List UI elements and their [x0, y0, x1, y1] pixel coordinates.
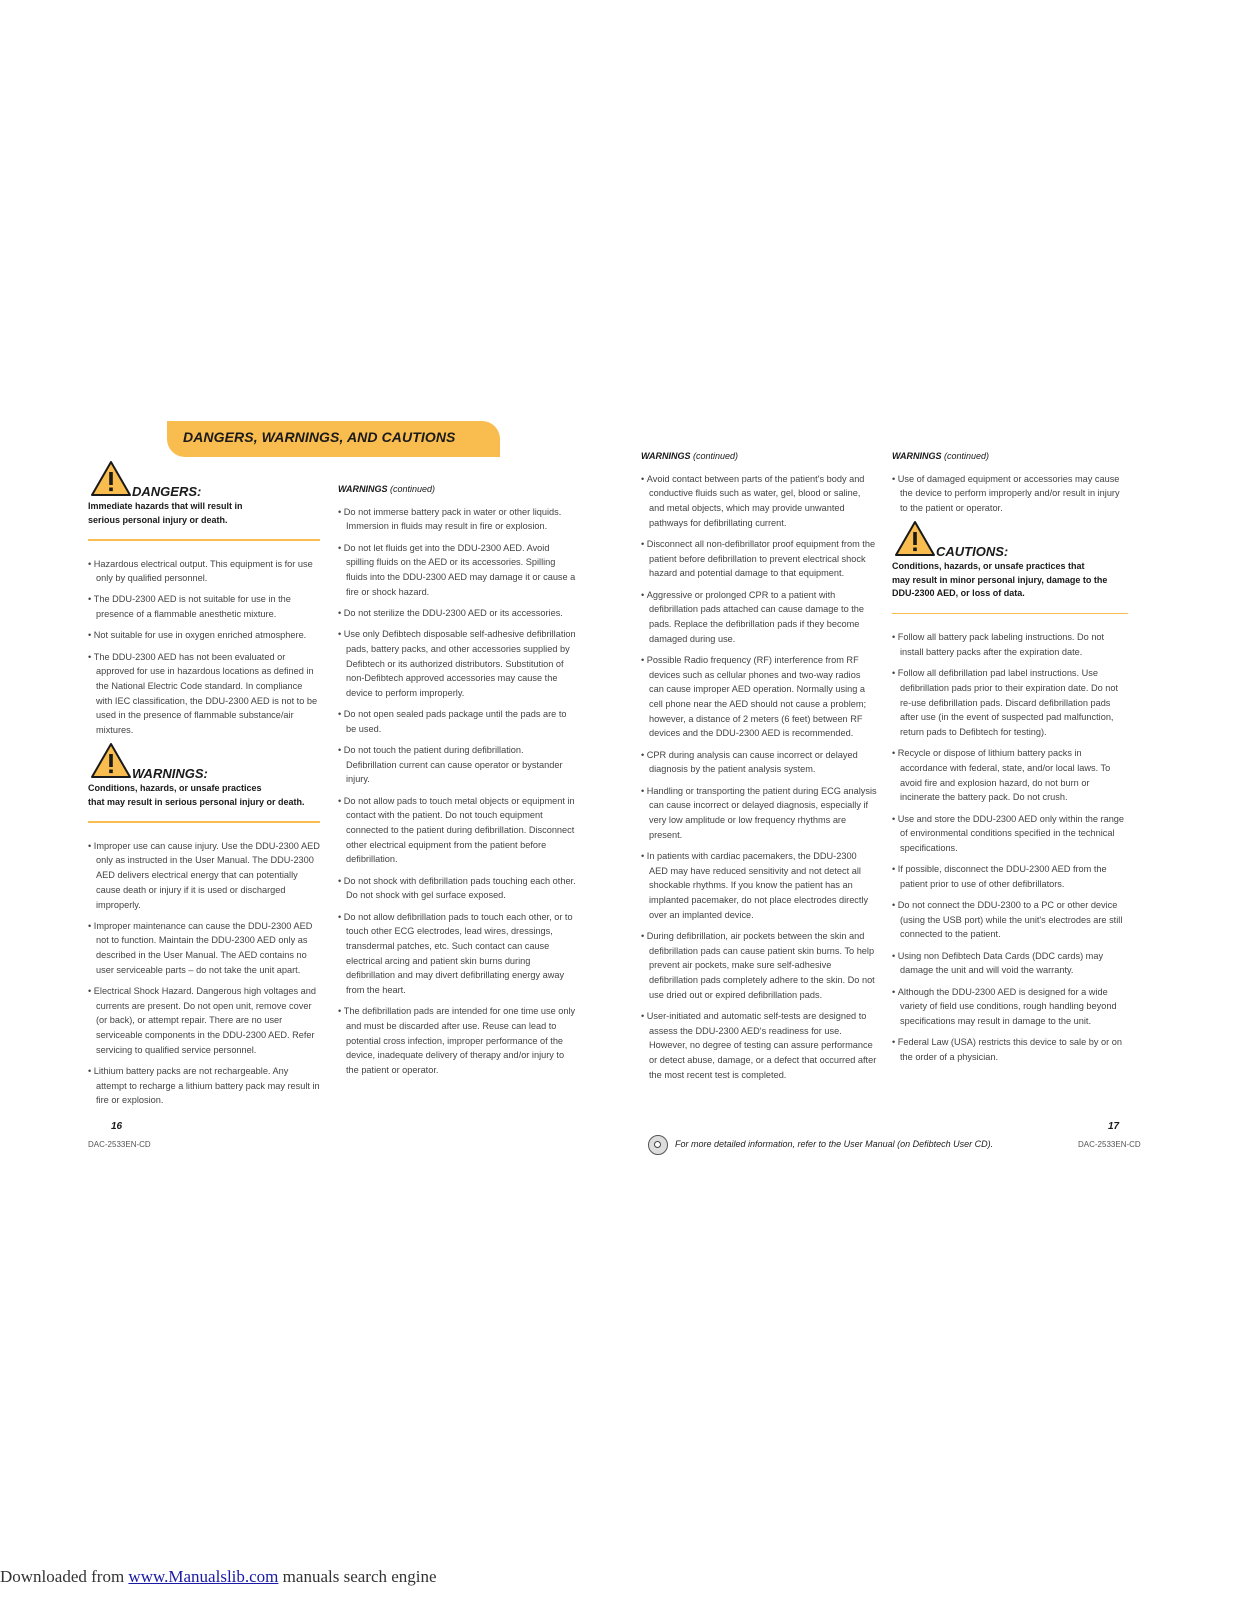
- list-item: • Using non Defibtech Data Cards (DDC cards) may damage the unit and will void the warranty.: [892, 949, 1128, 978]
- warnings-section: [88, 744, 320, 823]
- column-2: [338, 482, 576, 1084]
- warnings-continued-list: [641, 472, 877, 1083]
- manualslib-link[interactable]: www.Manualslib.com: [128, 1567, 279, 1586]
- doc-code-left: DAC-2533EN-CD: [88, 1140, 151, 1149]
- list-item: • Electrical Shock Hazard. Dangerous high voltages and currents are present. Do not open unit, remove cover (or back), or attempt repair. There are no user serviceable components in the DDU-2300 AED. Refer servicing to qualified service personnel.: [88, 984, 320, 1058]
- column-4: [892, 449, 1128, 1071]
- doc-code-right: DAC-2533EN-CD: [1078, 1140, 1141, 1149]
- list-item: • The DDU-2300 AED is not suitable for use in the presence of a flammable anesthetic mixture.: [88, 592, 320, 621]
- column-1: [88, 462, 320, 1115]
- warnings-continued-list: [338, 505, 576, 1078]
- list-item: • Recycle or dispose of lithium battery packs in accordance with federal, state, and/or local laws. To avoid fire and explosion hazard, do not burn or incinerate the battery pack. Do not crush.: [892, 746, 1128, 805]
- cautions-description: Conditions, hazards, or unsafe practices that may result in minor personal injury, damage to the DDU-2300 AED, or loss of data.: [892, 561, 1108, 599]
- list-item: • Not suitable for use in oxygen enriched atmosphere.: [88, 628, 320, 643]
- list-item: • Use of damaged equipment or accessories may cause the device to perform improperly and/or result in injury to the patient or operator.: [892, 472, 1128, 516]
- warning-triangle-icon: [90, 460, 132, 498]
- list-item: • Do not let fluids get into the DDU-2300 AED. Avoid spilling fluids on the AED or its accessories. Spilling fluids into the DDU-2300 AED may damage it or cause a fire or shock hazard.: [338, 541, 576, 600]
- dangers-title: DANGERS:: [132, 484, 202, 499]
- list-item: • Do not allow defibrillation pads to touch each other, or to touch other ECG electrodes, lead wires, dressings, transdermal patches, etc. Such contact can cause electrical arcing and patient skin burns during defibrillation and may divert defibrillating energy away from the heart.: [338, 910, 576, 998]
- list-item: • Possible Radio frequency (RF) interference from RF devices such as cellular phones and two-way radios can cause improper AED operation. Normally using a cell phone near the AED should not cause a problem; however, a distance of 2 meters (6 feet) between RF devices and the DDU-2300 AED is recommended.: [641, 653, 877, 741]
- section-divider: [88, 821, 320, 823]
- cautions-title: CAUTIONS:: [936, 544, 1009, 560]
- warnings-description: Conditions, hazards, or unsafe practices that may result in serious personal injury or death.: [88, 783, 305, 807]
- warnings-continued-heading: WARNINGS (continued): [338, 484, 436, 494]
- footnote: For more detailed information, refer to the User Manual (on Defibtech User CD).: [675, 1139, 994, 1149]
- list-item: • Federal Law (USA) restricts this device to sale by or on the order of a physician.: [892, 1035, 1128, 1064]
- list-item: • Follow all battery pack labeling instructions. Do not install battery packs after the expiration date.: [892, 630, 1128, 659]
- list-item: • Do not sterilize the DDU-2300 AED or its accessories.: [338, 606, 576, 621]
- list-item: • In patients with cardiac pacemakers, the DDU-2300 AED may have reduced sensitivity and not detect all shockable rhythms. If you know the patient has an implanted pacemaker, do not place electrodes directly over an implanted device.: [641, 849, 877, 923]
- list-item: • Follow all defibrillation pad label instructions. Use defibrillation pads prior to their expiration date. Do not re-use defibrillation pads. Discard defibrillation pads after use (in the event of suspected pad malfunction, return pads to Defibtech for testing).: [892, 666, 1128, 740]
- page-number-left: 16: [111, 1121, 123, 1132]
- dangers-section: [88, 462, 320, 541]
- list-item: • Do not connect the DDU-2300 to a PC or other device (using the USB port) while the unit's electrodes are still connected to the patient.: [892, 898, 1128, 942]
- list-item: • Disconnect all non-defibrillator proof equipment from the patient before defibrillation to prevent electrical shock hazard and potential damage to that equipment.: [641, 537, 877, 581]
- list-item: • Improper maintenance can cause the DDU-2300 AED not to function. Maintain the DDU-2300 AED only as described in the User Manual. The AED contains no user serviceable parts – do not take the unit apart.: [88, 919, 320, 978]
- list-item: • Handling or transporting the patient during ECG analysis can cause incorrect or delayed diagnosis, especially if very low amplitude or low frequency rhythms are present.: [641, 784, 877, 843]
- list-item: • Use and store the DDU-2300 AED only within the range of environmental conditions specified in the technical specifications.: [892, 812, 1128, 856]
- warnings-continued-heading: WARNINGS (continued): [892, 451, 990, 461]
- list-item: • Do not touch the patient during defibrillation. Defibrillation current can cause operator or bystander injury.: [338, 743, 576, 787]
- list-item: • Do not immerse battery pack in water or other liquids. Immersion in fluids may result in fire or explosion.: [338, 505, 576, 534]
- download-suffix: manuals search engine: [278, 1567, 437, 1586]
- list-item: • Do not shock with defibrillation pads touching each other. Do not shock with gel surface exposed.: [338, 874, 576, 903]
- warning-triangle-icon: [894, 520, 936, 558]
- list-item: • Hazardous electrical output. This equipment is for use only by qualified personnel.: [88, 557, 320, 586]
- list-item: • Aggressive or prolonged CPR to a patient with defibrillation pads attached can cause damage to the pads. Replace the defibrillation pads if they become damaged during use.: [641, 588, 877, 647]
- column-3: [641, 449, 877, 1089]
- list-item: • The DDU-2300 AED has not been evaluated or approved for use in hazardous locations as defined in the National Electric Code standard. In compliance with IEC classification, the DDU-2300 AED is not to be used in the presence of flammable substance/air mixtures.: [88, 650, 320, 738]
- list-item: • Avoid contact between parts of the patient's body and conductive fluids such as water, gel, blood or saline, and metal objects, which may provide unwanted pathways for defibrillating current.: [641, 472, 877, 531]
- cautions-list: [892, 630, 1128, 1064]
- banner-title: DANGERS, WARNINGS, AND CAUTIONS: [183, 429, 456, 445]
- page-number-right: 17: [1108, 1121, 1120, 1132]
- list-item: • Do not allow pads to touch metal objects or equipment in contact with the patient. Do not touch equipment connected to the patient during defibrillation. Disconnect other electrical equipment from the patient before defibrillation.: [338, 794, 576, 868]
- list-item: • During defibrillation, air pockets between the skin and defibrillation pads can cause patient skin burns. To help prevent air pockets, make sure self-adhesive defibrillation pads completely adhere to the skin. Do not use dried out or expired defibrillation pads.: [641, 929, 877, 1003]
- warnings-continued-list: [892, 472, 1128, 516]
- download-line: [0, 1567, 437, 1587]
- warnings-title: WARNINGS:: [132, 766, 208, 782]
- cd-icon: [648, 1135, 668, 1155]
- section-divider: [892, 613, 1128, 615]
- warnings-continued-heading: WARNINGS (continued): [641, 451, 739, 461]
- list-item: • Use only Defibtech disposable self-adhesive defibrillation pads, battery packs, and other accessories supplied by Defibtech or its authorized distributors. Substitution of non-Defibtech approved accessories may cause the device to perform improperly.: [338, 627, 576, 701]
- section-divider: [88, 539, 320, 541]
- warning-triangle-icon: [90, 742, 132, 780]
- list-item: • Improper use can cause injury. Use the DDU-2300 AED only as instructed in the User Manual. The DDU-2300 AED delivers electrical energy that can potentially cause death or injury if it is used or discharged improperly.: [88, 839, 320, 913]
- list-item: • Do not open sealed pads package until the pads are to be used.: [338, 707, 576, 736]
- list-item: • Lithium battery packs are not rechargeable. Any attempt to recharge a lithium battery pack may result in fire or explosion.: [88, 1064, 320, 1108]
- list-item: • The defibrillation pads are intended for one time use only and must be discarded after use. Reuse can lead to potential cross infection, improper performance of the device, inadequate delivery of therapy and/or injury to the patient or operator.: [338, 1004, 576, 1078]
- download-prefix: Downloaded from: [0, 1567, 129, 1586]
- cautions-section: [892, 522, 1128, 614]
- dangers-list: [88, 557, 320, 738]
- list-item: • User-initiated and automatic self-tests are designed to assess the DDU-2300 AED's readiness for use. However, no degree of testing can assure performance or detect abuse, damage, or a defect that occurred after the most recent test is completed.: [641, 1009, 877, 1083]
- list-item: • CPR during analysis can cause incorrect or delayed diagnosis by the patient analysis system.: [641, 748, 877, 777]
- dangers-description: Immediate hazards that will result in serious personal injury or death.: [88, 501, 243, 525]
- list-item: • If possible, disconnect the DDU-2300 AED from the patient prior to use of other defibrillators.: [892, 862, 1128, 891]
- warnings-list: [88, 839, 320, 1108]
- list-item: • Although the DDU-2300 AED is designed for a wide variety of field use conditions, rough handling beyond specifications may result in damage to the unit.: [892, 985, 1128, 1029]
